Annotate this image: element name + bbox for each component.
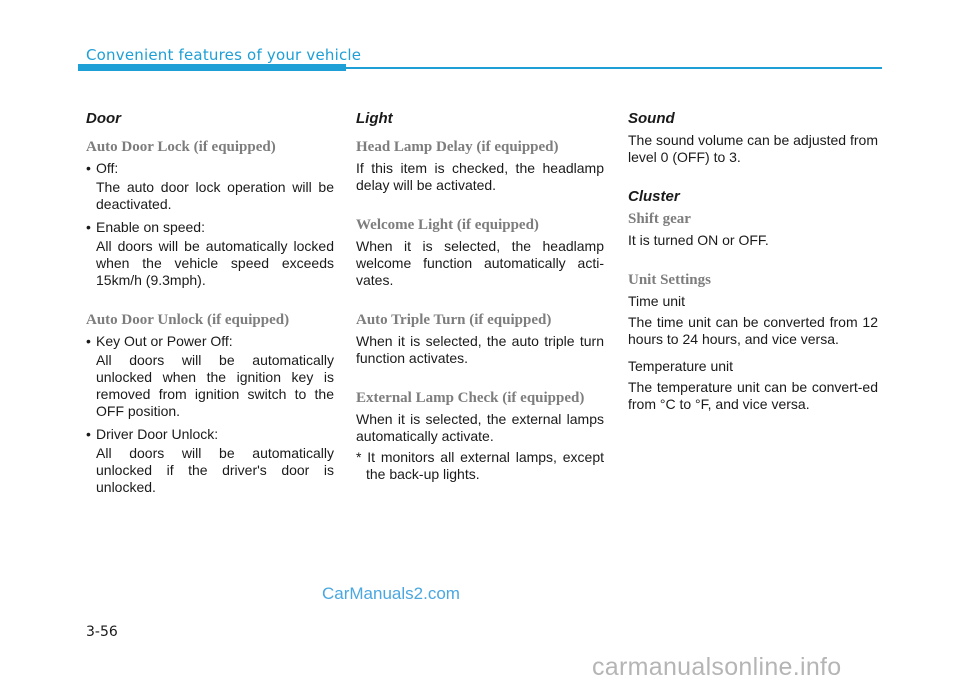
auto-door-unlock-title: Auto Door Unlock (if equipped): [86, 312, 290, 328]
auto-lock-speed-desc: All doors will be automatically locked when the vehicle speed exceeds 15km/h (9.3mph).: [96, 238, 334, 288]
shift-gear-desc: It is turned ON or OFF.: [628, 232, 769, 248]
header-accent-bar: [78, 64, 346, 71]
sound-cluster-column: [628, 110, 878, 417]
welcome-light-title: Welcome Light (if equipped): [356, 217, 539, 233]
time-unit-desc: The time unit can be converted from 12 hours to 24 hours, and vice versa.: [628, 314, 878, 347]
light-column: [356, 110, 604, 483]
auto-lock-off-desc: The auto door lock operation will be deactivated.: [96, 179, 334, 212]
temperature-unit-desc: The temperature unit can be convert-ed from °C to °F, and vice versa.: [628, 379, 878, 412]
unit-settings-title: Unit Settings: [628, 272, 711, 288]
auto-lock-off-item: [86, 160, 334, 177]
auto-triple-turn-title: Auto Triple Turn (if equipped): [356, 312, 552, 328]
light-section-title: Light: [356, 110, 393, 127]
auto-lock-speed-label: Enable on speed:: [96, 219, 205, 235]
watermark-top: CarManuals2.com: [322, 584, 460, 603]
auto-triple-turn-desc: When it is selected, the auto triple turn function activates.: [356, 333, 604, 366]
auto-unlock-key-label: Key Out or Power Off:: [96, 333, 233, 349]
header-rule: [346, 67, 882, 69]
sound-desc: The sound volume can be adjusted from level 0 (OFF) to 3.: [628, 132, 878, 165]
shift-gear-title: Shift gear: [628, 211, 691, 227]
auto-unlock-driver-item: [86, 426, 334, 443]
header-title: Convenient features of your vehicle: [86, 46, 362, 64]
auto-unlock-driver-label: Driver Door Unlock:: [96, 426, 219, 442]
bullet-icon: •: [86, 160, 91, 176]
temperature-unit-label: Temperature unit: [628, 358, 734, 374]
bullet-icon: •: [86, 333, 91, 349]
external-lamp-check-desc: When it is selected, the external lamps automatically activate.: [356, 411, 604, 444]
time-unit-label: Time unit: [628, 293, 686, 309]
page-number: 3-56: [86, 624, 118, 640]
auto-unlock-key-desc: All doors will be automatically unlocked when the ignition key is removed from ignition switch to the OFF position.: [96, 352, 334, 419]
bullet-icon: •: [86, 426, 91, 442]
watermark-bottom: carmanualsonline.info: [592, 653, 842, 681]
auto-door-lock-title: Auto Door Lock (if equipped): [86, 139, 276, 155]
door-column: [86, 110, 334, 502]
sound-section-title: Sound: [628, 110, 675, 127]
external-lamp-check-title: External Lamp Check (if equipped): [356, 390, 585, 406]
door-section-title: Door: [86, 110, 121, 127]
external-lamp-check-note: * It monitors all external lamps, except the back-up lights.: [356, 449, 604, 482]
head-lamp-delay-title: Head Lamp Delay (if equipped): [356, 139, 559, 155]
welcome-light-desc: When it is selected, the headlamp welcome function automatically acti-vates.: [356, 238, 604, 288]
bullet-icon: •: [86, 219, 91, 235]
cluster-section-title: Cluster: [628, 188, 680, 205]
auto-lock-off-label: Off:: [96, 160, 119, 176]
head-lamp-delay-desc: If this item is checked, the headlamp delay will be activated.: [356, 160, 604, 193]
auto-unlock-key-item: [86, 333, 334, 350]
auto-lock-speed-item: [86, 219, 334, 236]
auto-unlock-driver-desc: All doors will be automatically unlocked if the driver's door is unlocked.: [96, 445, 334, 495]
